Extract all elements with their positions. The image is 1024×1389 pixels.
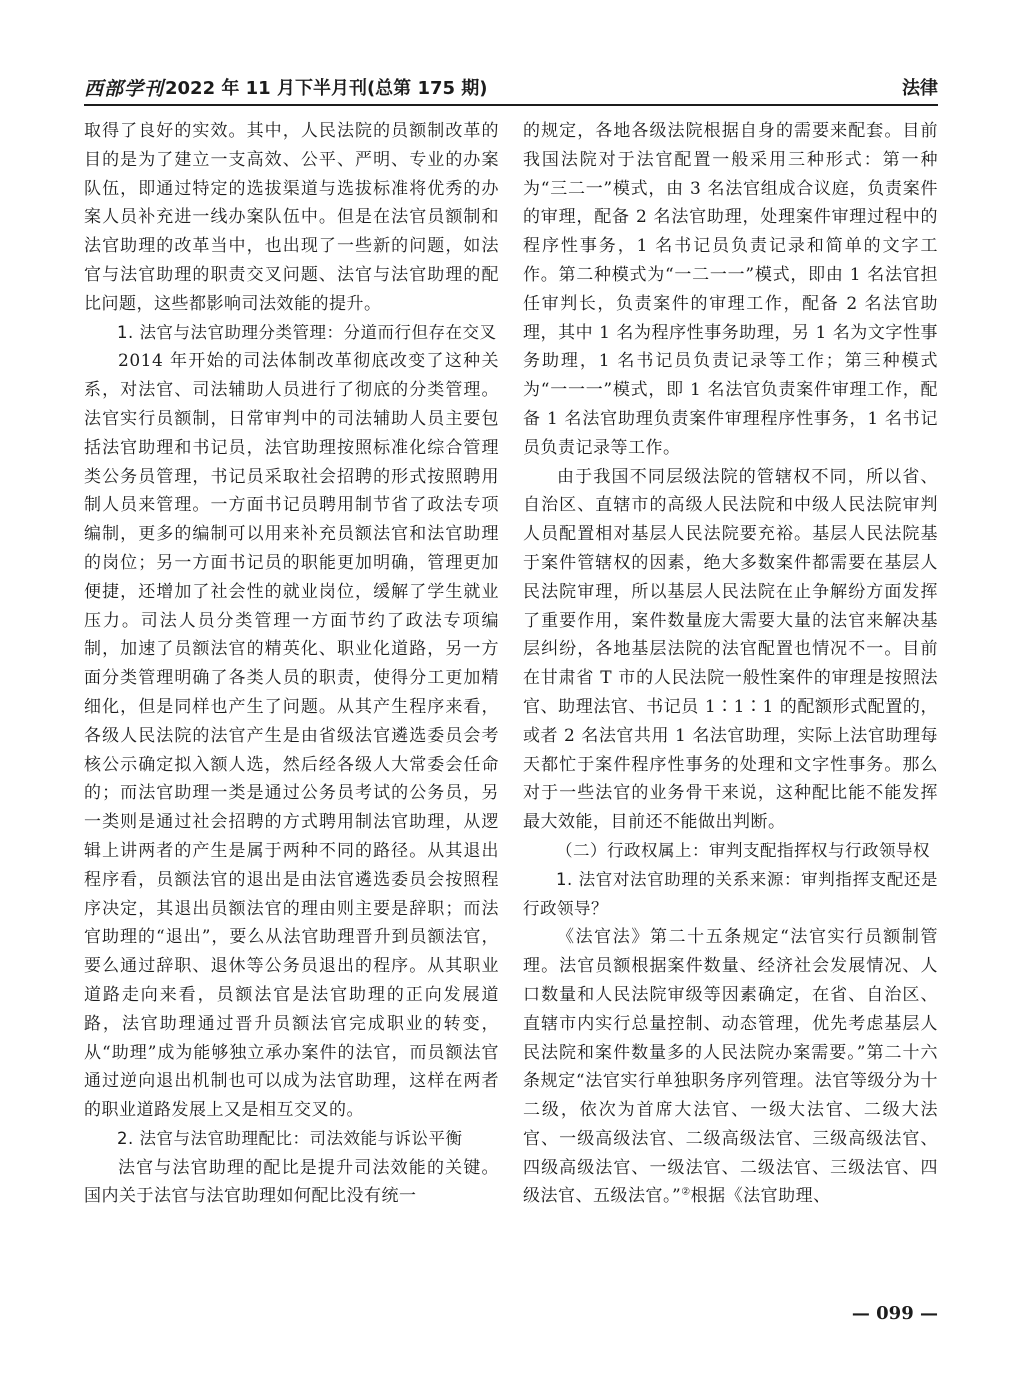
header-rule: [84, 104, 938, 106]
section-title: 法律: [902, 78, 938, 99]
right-column: [523, 117, 938, 1211]
subheading: （二）行政权属上：审判支配指挥权与行政领导权: [556, 840, 930, 860]
paragraph: [523, 923, 938, 1211]
paragraph: 取得了良好的实效。其中，人民法院的员额制改革的目的是为了建立一支高效、公平、严明、专业的办案队伍，即通过特定的选拔渠道与选拔标准将优秀的办案人员补充进一线办案队伍中。但是在法官员额制和法官助理的改革当中，也出现了一些新的问题，如法官与法官助理的职责交叉问题、法官与法官助理的配比问题，这些都影响司法效能的提升。: [84, 121, 499, 314]
running-header: [84, 70, 938, 102]
subheading: 2. 法官与法官助理配比：司法效能与诉讼平衡: [117, 1128, 463, 1148]
paragraph: 由于我国不同层级法院的管辖权不同，所以省、自治区、直辖市的高级人民法院和中级人民法院审判人员配置相对基层人民法院要充裕。基层人民法院基于案件管辖权的因素，绝大多数案件都需要在基层人民法院审理，所以基层人民法院在止争解纷方面发挥了重要作用，案件数量庞大需要大量的法官来解决基层纠纷，各地基层法院的法官配置也情况不一。目前在甘肃省 T 市的人民法院一般性案件的审理是按照法官、助理法官、书记员 1∶1∶1 的配额形式配置的，或者 2 名法官共用 1 名法官助理，实际上法官助理每天都忙于案件程序性事务的处理和文字性事务。那么对于一些法官的业务骨干来说，这种配比能不能发挥最大效能，目前还不能做出判断。: [523, 466, 938, 833]
paragraph: 法官与法官助理的配比是提升司法效能的关键。国内关于法官与法官助理如何配比没有统一: [84, 1157, 499, 1207]
paragraph-body: 《法官法》第二十五条规定“法官实行员额制管理。法官员额根据案件数量、经济社会发展情况、人口数量和人民法院审级等因素确定，在省、自治区、直辖市内实行总量控制、动态管理，优先考虑基层人民法院和案件数量多的人民法院办案需要。”第二十六条规定“法官实行单独职务序列管理。法官等级分为十二级，依次为首席大法官、一级大法官、二级大法官、一级高级法官、二级高级法官、三级高级法官、四级高级法官、一级法官、二级法官、三级法官、四级法官、五级法官。”: [523, 927, 938, 1207]
footnote-marker: ②: [681, 1186, 691, 1198]
paragraph: 的规定，各地各级法院根据自身的需要来配套。目前我国法院对于法官配置一般采用三种形式：第一种为“三二一”模式，由 3 名法官组成合议庭，负责案件的审理，配备 2 名法官助理，处理案件审理过程中的程序性事务，1 名书记员负责记录和简单的文字工作。第二种模式为“一二一一”模式，即由 1 名法官担任审判长，负责案件的审理工作，配备 2 名法官助理，其中 1 名为程序性事务助理，另 1 名为文字性事务助理，1 名书记员负责记录等工作；第三种模式为“一一一”模式，即 1 名法官负责案件审理工作，配备 1 名法官助理负责案件审理程序性事务，1 名书记员负责记录等工作。: [523, 121, 938, 458]
subheading: 1. 法官对法官助理的关系来源：审判指挥支配还是行政领导？: [523, 869, 938, 918]
left-column: [84, 117, 499, 1211]
subheading: 1. 法官与法官助理分类管理：分道而行但存在交叉: [117, 322, 497, 342]
paragraph: 2014 年开始的司法体制改革彻底改变了这种关系，对法官、司法辅助人员进行了彻底的分类管理。法官实行员额制，日常审判中的司法辅助人员主要包括法官助理和书记员，法官助理按照标准化综合管理类公务员管理，书记员采取社会招聘的形式按照聘用制人员来管理。一方面书记员聘用制节省了政法专项编制，更多的编制可以用来补充员额法官和法官助理的岗位；另一方面书记员的职能更加明确，管理更加便捷，还增加了社会性的就业岗位，缓解了学生就业压力。司法人员分类管理一方面节约了政法专项编制，加速了员额法官的精英化、职业化道路，另一方面分类管理明确了各类人员的职责，使得分工更加精细化，但是同样也产生了问题。从其产生程序来看，各级人民法院的法官产生是由省级法官遴选委员会考核公示确定拟入额人选，然后经各级人大常委会任命的；而法官助理一类是通过公务员考试的公务员，另一类则是通过社会招聘的方式聘用制法官助理，从逻辑上讲两者的产生是属于两种不同的路径。从其退出程序看，员额法官的退出是由法官遴选委员会按照程序决定，其退出员额法官的理由则主要是辞职；而法官助理的“退出”，要么从法官助理晋升到员额法官，要么通过辞职、退休等公务员退出的程序。从其职业道路走向来看，员额法官是法官助理的正向发展道路，法官助理通过晋升员额法官完成职业的转变，从“助理”成为能够独立承办案件的法官，而员额法官通过逆向退出机制也可以成为法官助理，这样在两者的职业道路发展上又是相互交叉的。: [84, 351, 499, 1121]
page-number: — 099 —: [851, 1303, 938, 1324]
paragraph-tail: 根据《法官助理、: [690, 1186, 831, 1207]
issue-info: 2022 年 11 月下半月刊(总第 175 期): [165, 78, 488, 99]
journal-logo: 西部学刊: [84, 78, 165, 100]
